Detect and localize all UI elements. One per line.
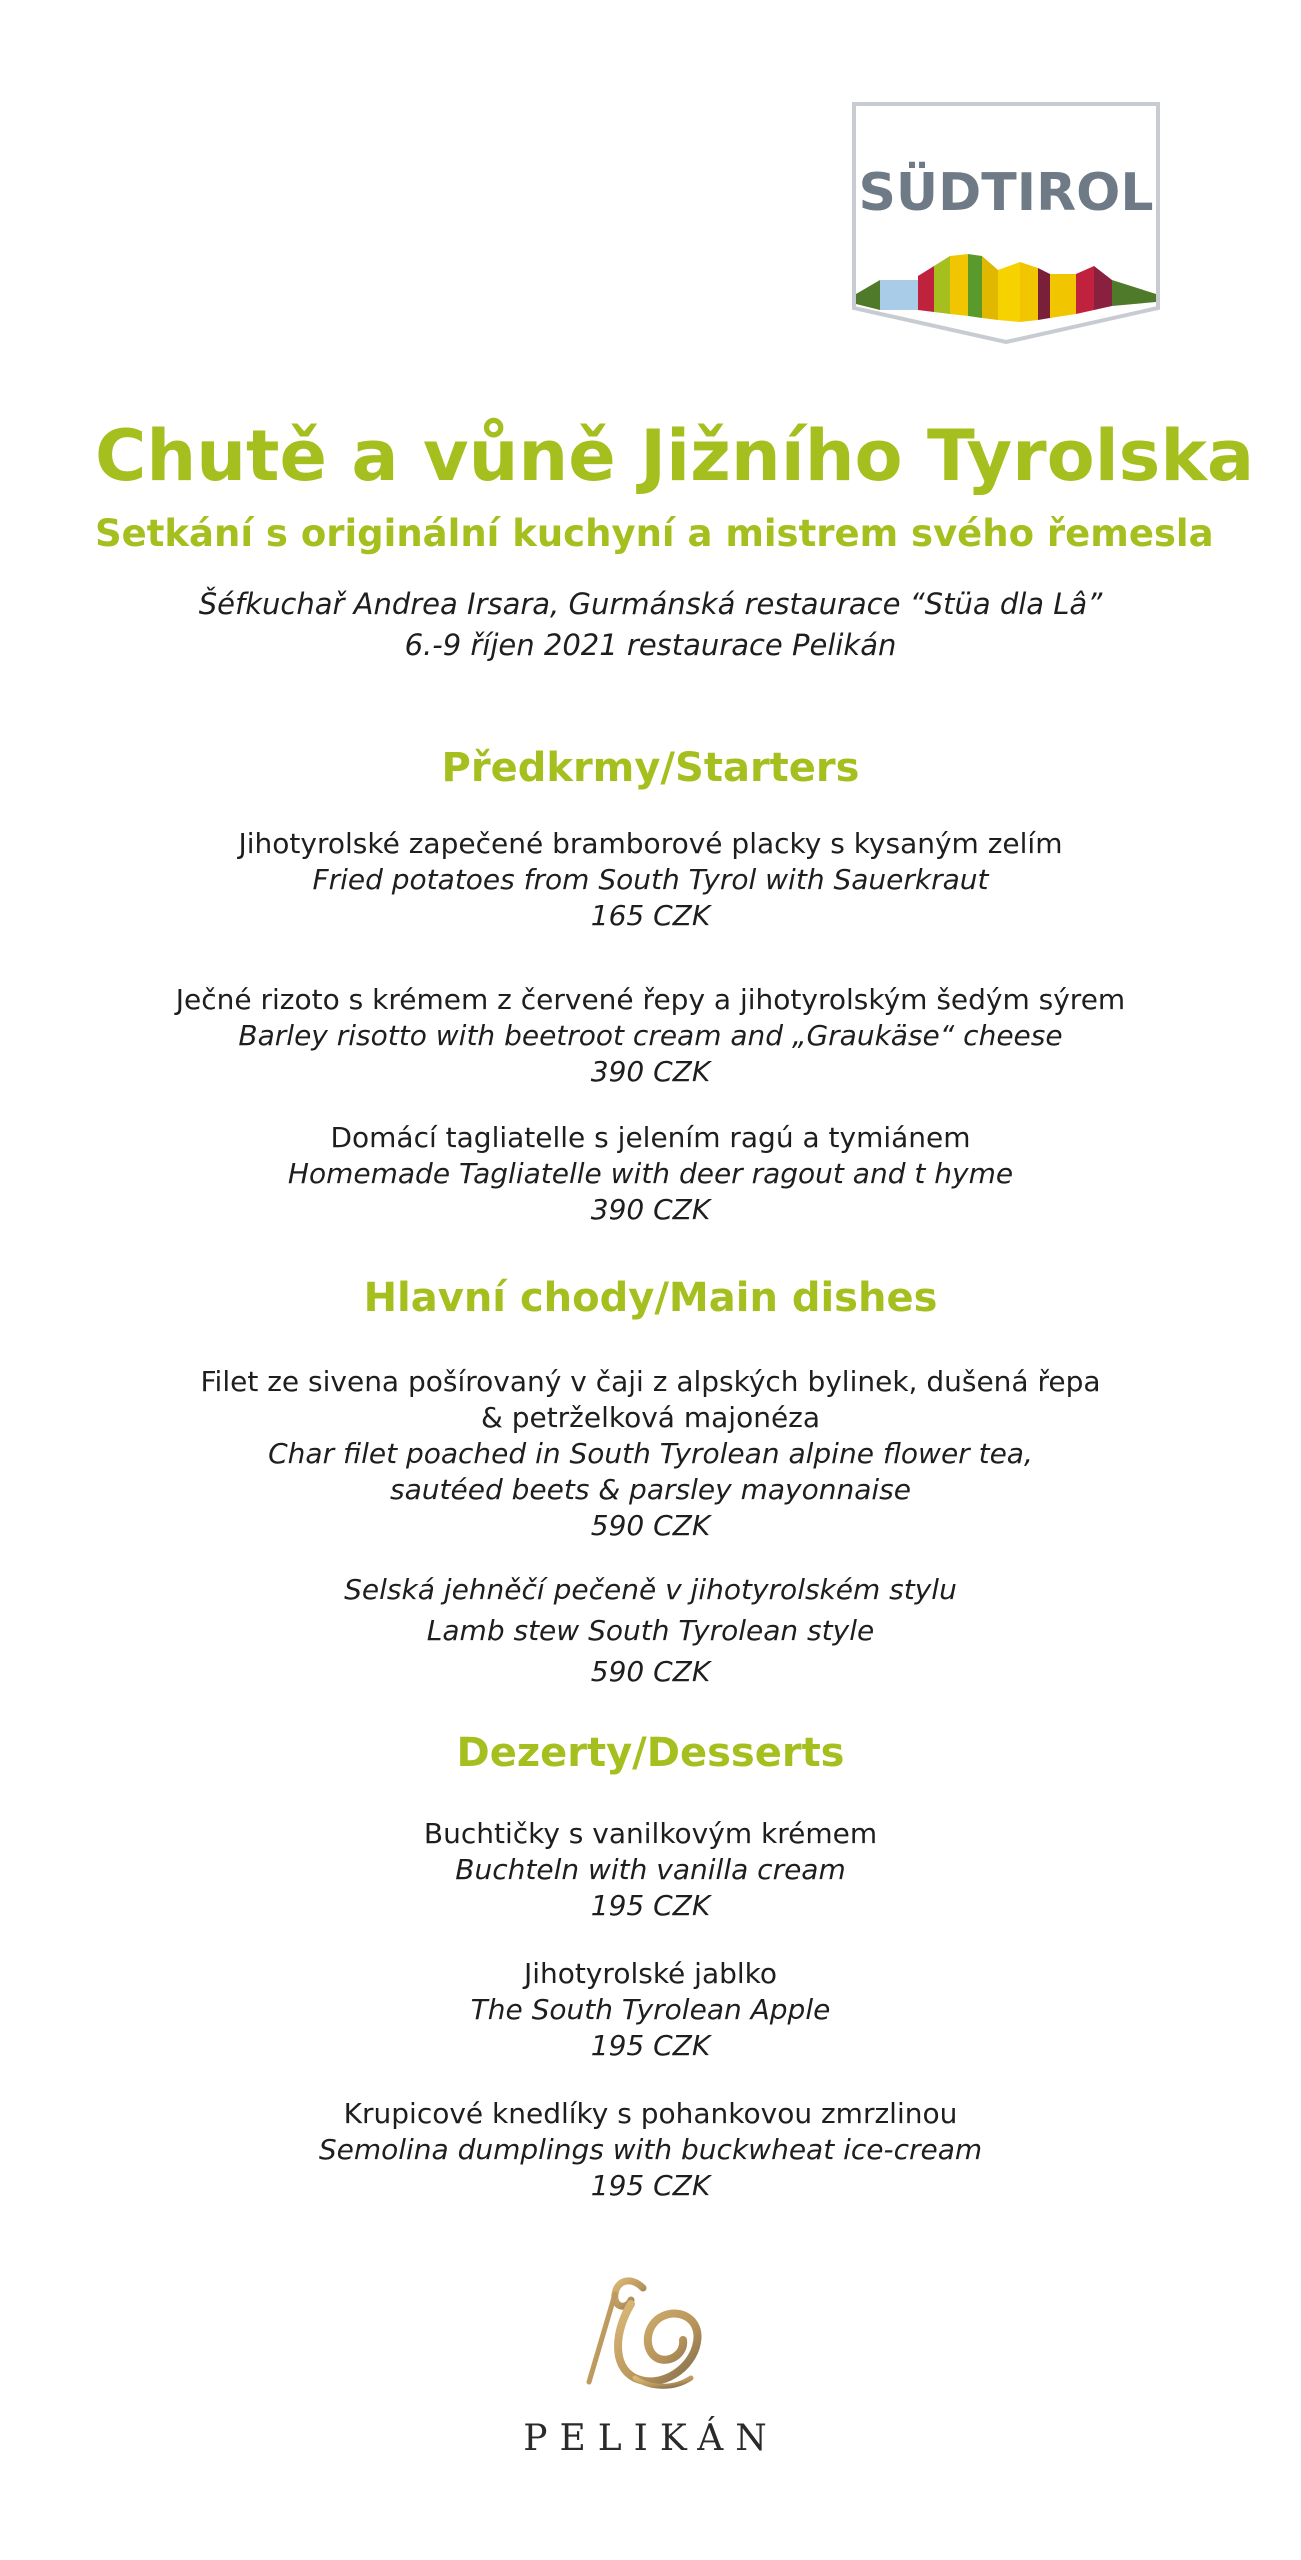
menu-item: [0, 2096, 1301, 2204]
dish-name-en: Buchteln with vanilla cream: [455, 1853, 846, 1886]
dish-price: 165 CZK: [590, 899, 711, 932]
dish-name-cz: Jihotyrolské jablko: [523, 1957, 778, 1990]
dish-price: 195 CZK: [590, 2029, 711, 2062]
date-line: 6.-9 říjen 2021 restaurace Pelikán: [404, 628, 897, 662]
dish-price: 590 CZK: [590, 1655, 711, 1688]
dish-price: 590 CZK: [590, 1509, 711, 1542]
dish-name-cz: Jihotyrolské zapečené bramborové placky s kysaným zelím: [238, 827, 1063, 860]
menu-item: [0, 1956, 1301, 2064]
dish-name-en: Lamb stew South Tyrolean style: [426, 1614, 875, 1647]
suedtirol-logo: [850, 98, 1162, 344]
dish-name-en: Barley risotto with beetroot cream and „Graukäse“ cheese: [238, 1019, 1063, 1052]
dish-name-cz: Selská jehněčí pečeně v jihotyrolském stylu: [344, 1573, 957, 1606]
dish-price: 390 CZK: [590, 1193, 711, 1226]
dish-name-cz-line2: & petrželková majonéza: [480, 1401, 821, 1434]
menu-item: [0, 1120, 1301, 1228]
pelikan-wordmark: PELIKÁN: [523, 2418, 779, 2459]
pelican-icon: [581, 2270, 721, 2400]
menu-item: [0, 1572, 1301, 1690]
dish-name-en: Homemade Tagliatelle with deer ragout and t hyme: [287, 1157, 1014, 1190]
dish-name-en: Semolina dumplings with buckwheat ice-cream: [318, 2133, 983, 2166]
menu-item: [0, 826, 1301, 934]
suedtirol-logo-text: SÜDTIROL: [858, 163, 1154, 223]
chef-line: Šéfkuchař Andrea Irsara, Gurmánská restaurace “Stüa dla Lâ”: [198, 587, 1103, 621]
event-info: [0, 584, 1301, 666]
dish-name-cz: Krupicové knedlíky s pohankovou zmrzlinou: [343, 2097, 958, 2130]
dish-price: 195 CZK: [590, 1889, 711, 1922]
dish-name-en-line2: sautéed beets & parsley mayonnaise: [390, 1473, 911, 1506]
menu-item: [0, 1364, 1301, 1544]
section-title-desserts: Dezerty/Desserts: [456, 1730, 845, 1776]
page-subtitle: Setkání s originální kuchyní a mistrem svého řemesla: [95, 512, 1214, 555]
dish-name-cz: Ječné rizoto s krémem z červené řepy a jihotyrolským šedým sýrem: [175, 983, 1126, 1016]
section-title-starters: Předkrmy/Starters: [441, 745, 860, 791]
dish-price: 390 CZK: [590, 1055, 711, 1088]
dish-name-en: The South Tyrolean Apple: [470, 1993, 831, 2026]
pelikan-logo: [520, 2270, 782, 2470]
dish-name-en: Fried potatoes from South Tyrol with Sauerkraut: [312, 863, 989, 896]
suedtirol-logo-emblem: [850, 98, 1162, 344]
menu-item: [0, 982, 1301, 1090]
section-title-mains: Hlavní chody/Main dishes: [363, 1275, 938, 1321]
dish-name-cz: Buchtičky s vanilkovým krémem: [423, 1817, 878, 1850]
dish-name-cz: Domácí tagliatelle s jelením ragú a tymiánem: [330, 1121, 971, 1154]
dish-name-en-line1: Char filet poached in South Tyrolean alpine flower tea,: [268, 1437, 1033, 1470]
page-title: Chutě a vůně Jižního Tyrolska: [95, 415, 1255, 497]
dish-name-cz-line1: Filet ze sivena pošírovaný v čaji z alpských bylinek, dušená řepa: [200, 1365, 1101, 1398]
menu-item: [0, 1816, 1301, 1924]
dish-price: 195 CZK: [590, 2169, 711, 2202]
